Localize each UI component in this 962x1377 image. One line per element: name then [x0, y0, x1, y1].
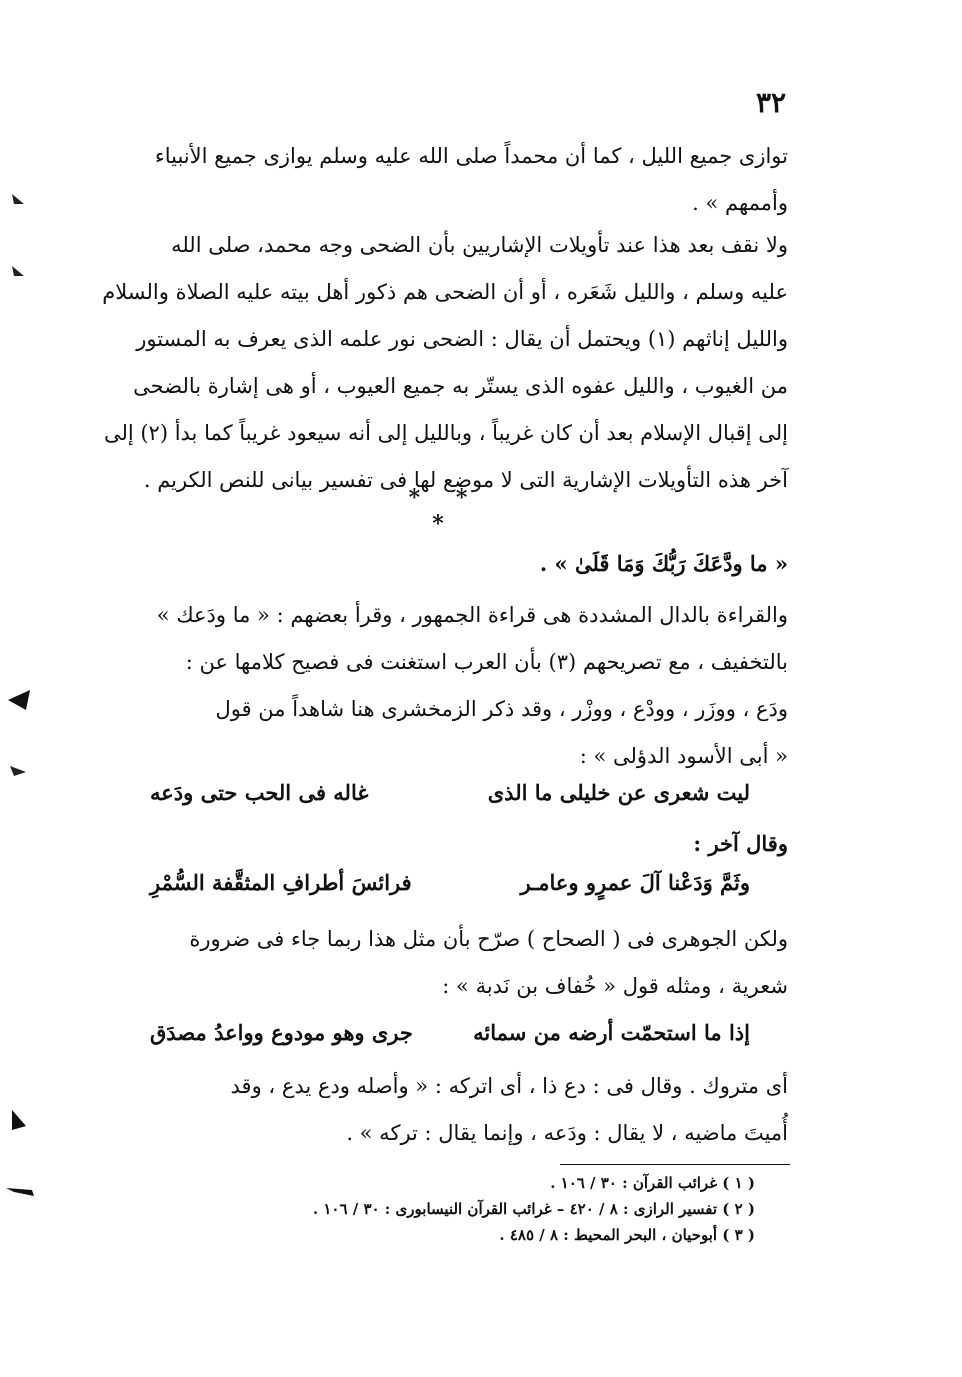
paragraph-2-line: والليل إناثهم (١) ويحتمل أن يقال : الضحى نور علمه الذى يعرف به المستور: [136, 327, 788, 351]
poem-verse-3-first-hemistich: إذا ما استحمّت أرضه من سمائه: [473, 1020, 750, 1045]
poem-verse-2: [150, 870, 750, 910]
paragraph-2: [102, 222, 788, 504]
section-separator: * * *: [408, 485, 482, 537]
margin-mark: [4, 1180, 38, 1200]
paragraph-1-line: توازى جميع الليل ، كما أن محمداً صلى الله عليه وسلم يوازى جميع الأنبياء: [154, 144, 788, 168]
footnote-3: ( ٣ ) أبوحيان ، البحر المحيط : ٨ / ٤٨٥ .: [499, 1226, 755, 1244]
paragraph-5-line: أى متروك . وقال فى : دع ذا ، أى اتركه : « وأصله ودع يدع ، وقد: [230, 1074, 788, 1098]
footnote-1: ( ١ ) غرائب القرآن : ٣٠ / ١٠٦ .: [550, 1174, 755, 1192]
paragraph-1-line: وأممهم » .: [692, 191, 788, 215]
poem-verse-1-first-hemistich: ليت شعرى عن خليلى ما الذى: [487, 780, 750, 805]
paragraph-3-line: بالتخفيف ، مع تصريحهم (٣) بأن العرب استغنت فى فصيح كلامها عن :: [185, 650, 788, 674]
paragraph-2-line: عليه وسلم ، والليل شَعَره ، أو أن الضحى هم ذكور أهل بيته عليه الصلاة والسلام: [102, 280, 788, 304]
another-said-text: وقال آخر :: [693, 831, 788, 856]
paragraph-3-line: والقراءة بالدال المشددة هى قراءة الجمهور ، وقرأ بعضهم : « ما ودَعك »: [156, 603, 788, 627]
poem-verse-3-second-hemistich: جرى وهو مودوع وواعدُ مصدَق: [150, 1020, 413, 1045]
poem-verse-3: [150, 1020, 750, 1060]
paragraph-4: [110, 916, 788, 1010]
paragraph-2-line: ولا نقف بعد هذا عند تأويلات الإشاريين بأن الضحى وجه محمد، صلى الله: [171, 233, 788, 257]
paragraph-3-line: « أبى الأسود الدؤلى » :: [579, 744, 788, 768]
margin-mark: [8, 760, 30, 782]
paragraph-3-line: ودَع ، ووزَر ، وودْع ، ووزْر ، وقد ذكر الزمخشرى هنا شاهداً من قول: [215, 697, 788, 721]
margin-mark: [8, 1108, 30, 1134]
footnote-divider: [560, 1164, 790, 1165]
poem-verse-2-second-hemistich: فرائسَ أطرافِ المثقَّفة السُّمْرِ: [150, 870, 412, 895]
page-number: ٣٢: [756, 86, 787, 119]
verse-quote-text: « ما ودَّعَكَ رَبُّكَ وَمَا قَلَىٰ » .: [539, 551, 788, 576]
paragraph-2-line: إلى إقبال الإسلام بعد أن كان غريباً ، وبالليل إلى أنه سيعود غريباً كما بدأ (٢) إلى: [103, 421, 788, 445]
poem-verse-2-first-hemistich: وثَمَّ وَدَعْنا آلَ عمرٍو وعامـر: [520, 870, 750, 895]
paragraph-4-line: ولكن الجوهرى فى ( الصحاح ) صرّح بأن مثل هذا ربما جاء فى ضرورة: [189, 927, 788, 951]
footnotes: [230, 1170, 755, 1248]
margin-mark: [6, 686, 34, 714]
paragraph-5: [110, 1063, 788, 1157]
paragraph-1: [110, 133, 788, 227]
paragraph-2-line: آخر هذه التأويلات الإشارية التى لا موضع لها فى تفسير بيانى للنص الكريم .: [143, 468, 788, 492]
paragraph-3: [110, 592, 788, 780]
paragraph-4-line: شعرية ، ومثله قول « خُفاف بن نَدبة » :: [442, 974, 788, 998]
verse-quote: [110, 540, 788, 587]
paragraph-5-line: أُميتَ ماضيه ، لا يقال : ودَعه ، وإنما يقال : تركه » .: [346, 1121, 788, 1145]
poem-verse-1-second-hemistich: غاله فى الحب حتى ودَعه: [150, 780, 369, 805]
margin-mark: [8, 190, 28, 210]
paragraph-2-line: من الغيوب ، والليل عفوه الذى يستّر به جميع العيوب ، أو هى إشارة بالضحى: [133, 374, 788, 398]
footnote-2: ( ٢ ) تفسير الرازى : ٨ / ٤٢٠ – غرائب القرآن النيسابورى : ٣٠ / ١٠٦ .: [312, 1200, 755, 1218]
another-said-line: [110, 820, 788, 867]
margin-mark: [8, 262, 28, 282]
poem-verse-1: [150, 780, 750, 820]
